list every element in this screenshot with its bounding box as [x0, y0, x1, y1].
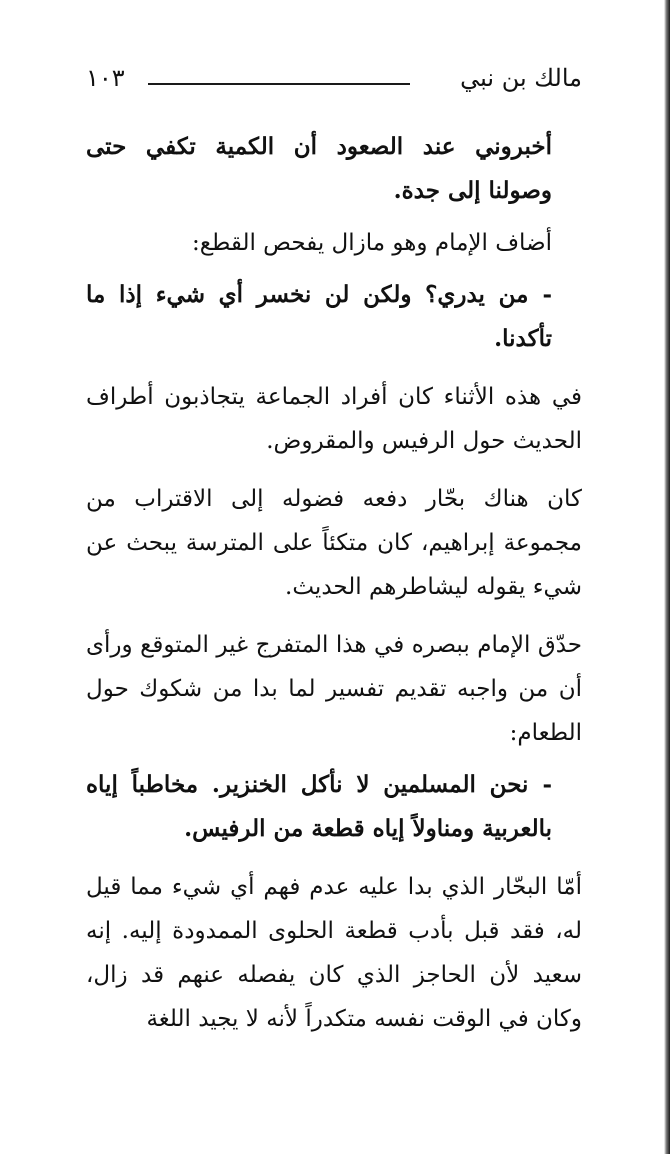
- paragraph-narration: في هذه الأثناء كان أفراد الجماعة يتجاذبون أطراف الحديث حول الرفيس والمقروض.: [86, 384, 582, 454]
- dialogue-dash: -: [542, 281, 552, 308]
- page-header: [86, 62, 582, 102]
- page-number: ١٠٣: [86, 64, 125, 92]
- running-title: مالك بن نبي: [460, 64, 582, 92]
- page-body: [86, 125, 582, 1041]
- paragraph-narration: أضاف الإمام وهو مازال يفحص القطع:: [191, 230, 552, 256]
- dialogue-dash: -: [542, 771, 552, 798]
- paragraph-narration: حدّق الإمام ببصره في هذا المتفرج غير المتوقع ورأى أن من واجبه تقديم تفسير لما بدا من شكوك حول الطعام:: [86, 632, 582, 746]
- header-rule: [148, 83, 410, 85]
- dialogue-text: من يدري؟ ولكن لن نخسر أي شيء إذا ما تأكدنا.: [86, 281, 552, 352]
- dialogue-line: [86, 763, 582, 851]
- page-scan-edge: [664, 0, 670, 1154]
- paragraph-narration: أمّا البحّار الذي بدا عليه عدم فهم أي شيء مما قيل له، فقد قبل بأدب قطعة الحلوى الممدودة إليه. إنه سعيد لأن الحاجز الذي كان يفصله عنهم قد زال، وكان في الوقت نفسه متكدراً لأنه لا يجيد اللغة: [86, 874, 582, 1032]
- paragraph-narration: كان هناك بحّار دفعه فضوله إلى الاقتراب من مجموعة إبراهيم، كان متكئاً على المترسة يبحث عن شيء يقوله ليشاطرهم الحديث.: [86, 486, 582, 600]
- paragraph-continuation: أخبروني عند الصعود أن الكمية تكفي حتى وصولنا إلى جدة.: [86, 133, 552, 204]
- dialogue-line: [86, 273, 582, 361]
- dialogue-text: نحن المسلمين لا نأكل الخنزير. مخاطباً إياه بالعربية ومناولاً إياه قطعة من الرفيس.: [86, 771, 552, 842]
